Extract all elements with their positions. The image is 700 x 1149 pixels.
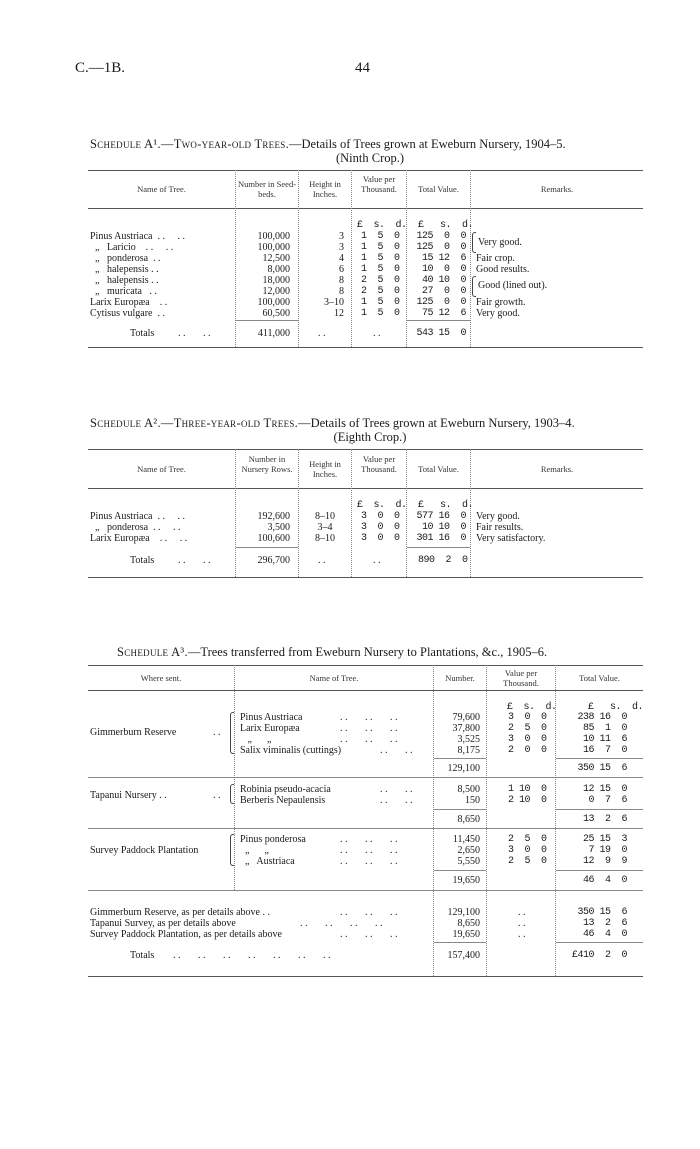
leader-dots: . . . . . . — [340, 723, 398, 734]
total-value: 125 0 0 — [416, 231, 466, 242]
number: 100,600 — [257, 533, 290, 544]
schedule-a1-caption: Schedule A¹.—Two-year-old Trees.—Details of Trees grown at Eweburn Nursery, 1904–5. — [90, 137, 566, 151]
total-lsd-units: £ s. d. — [588, 702, 644, 713]
value-per-thousand: 2 10 0 — [508, 795, 547, 806]
height: 3 — [339, 242, 344, 253]
total-value: 0 7 6 — [588, 795, 627, 806]
schedule-a3-caption: Schedule A³.—Trees transferred from Eweburn Nursery to Plantations, &c., 1905–6. — [117, 645, 548, 659]
remark: Good (lined out). — [478, 280, 548, 291]
tree-name: Larix Europæa — [240, 723, 300, 734]
tree-name: „ ponderosa . . . . — [90, 522, 181, 533]
number: 150 — [465, 795, 480, 806]
group-brace — [230, 834, 234, 866]
value-per-thousand: 1 5 0 — [361, 264, 400, 275]
value-per-thousand: 3 0 0 — [361, 511, 400, 522]
value-per-thousand: 3 0 0 — [508, 734, 547, 745]
tree-name: Pinus ponderosa — [240, 834, 306, 845]
leader-dots: . . — [318, 328, 326, 339]
number: 11,450 — [452, 834, 480, 845]
leader-dots: . . . . . . — [340, 856, 398, 867]
tree-name: Berberis Nepaulensis — [240, 795, 326, 806]
totals-number: 157,400 — [447, 950, 480, 961]
summary-label: Gimmerburn Reserve, as per details above . . — [90, 907, 270, 918]
total-value: 125 0 0 — [416, 242, 466, 253]
leader-dots: . . . . — [380, 795, 413, 806]
value-per-thousand: 2 5 0 — [508, 723, 547, 734]
total-value: 27 0 0 — [421, 286, 466, 297]
col-header-name: Name of Tree. — [137, 464, 186, 474]
total-lsd-units: £ s. d. — [418, 500, 474, 511]
leader-dots: . . . . . . — [340, 734, 398, 745]
leader-dots: . . . . . . — [340, 712, 398, 723]
leader-dots: . . — [318, 555, 326, 566]
totals-label: Totals — [130, 328, 155, 339]
total-value: 577 16 0 — [416, 511, 466, 522]
totals-number: 296,700 — [257, 555, 290, 566]
value-lsd-units: £ s. d. — [357, 500, 407, 511]
leader-dots: . . . . . . — [340, 845, 398, 856]
leader-dots: . . — [213, 790, 221, 801]
value-per-thousand: 2 5 0 — [508, 856, 547, 867]
col-header-where-sent: Where sent. — [140, 673, 182, 683]
subtotal-number: 8,650 — [457, 814, 480, 825]
total-value: 25 15 3 — [582, 834, 627, 845]
col-header-total: Total Value. — [418, 184, 459, 194]
leader-dots: . . . . . . — [340, 834, 398, 845]
leader-dots: . . . . . . — [340, 929, 398, 940]
total-value: 12 9 9 — [582, 856, 627, 867]
height: 3 — [339, 231, 344, 242]
destination: Gimmerburn Reserve — [90, 727, 177, 738]
col-header-number: Number in Nursery Rows. — [241, 454, 293, 474]
total-value: 7 19 0 — [588, 845, 627, 856]
total-value: 75 12 6 — [421, 308, 466, 319]
remark: Fair crop. — [476, 253, 515, 264]
remark: Good results. — [476, 264, 530, 275]
leader-dots: . . . . — [380, 745, 413, 756]
value-per-thousand: 2 5 0 — [361, 286, 400, 297]
height: 12 — [334, 308, 344, 319]
number: 18,000 — [262, 275, 290, 286]
total-value: 16 7 0 — [582, 745, 627, 756]
tree-name: Salix viminalis (cuttings) — [240, 745, 342, 756]
totals-number: 411,000 — [257, 328, 290, 339]
leader-dots: . . . . — [178, 555, 211, 566]
leader-dots: . . — [213, 727, 221, 738]
remark-brace — [472, 276, 476, 297]
tree-name: „ „ — [240, 734, 272, 745]
subtotal-number: 19,650 — [452, 875, 480, 886]
subtotal-value: 46 4 0 — [582, 875, 627, 886]
total-value: 46 4 0 — [582, 929, 627, 940]
group-brace — [230, 712, 234, 754]
value-per-thousand: 1 5 0 — [361, 308, 400, 319]
number: 79,600 — [452, 712, 480, 723]
page-number: 44 — [355, 60, 370, 76]
value-lsd-units: £ s. d. — [357, 220, 407, 231]
col-header-remarks: Remarks. — [540, 464, 574, 474]
value-per-thousand: 2 0 0 — [508, 745, 547, 756]
number: 100,000 — [257, 242, 290, 253]
tree-name: „ halepensis . . — [90, 275, 159, 286]
height: 3–4 — [317, 522, 333, 533]
col-header-height: Height in Inches. — [309, 459, 341, 479]
leader-dots: . . . . — [380, 784, 413, 795]
value-lsd-units: £ s. d. — [507, 702, 557, 713]
value-per-thousand: 3 0 0 — [361, 533, 400, 544]
totals-label: Totals — [130, 950, 155, 961]
total-value: 40 10 0 — [421, 275, 466, 286]
number: 60,500 — [262, 308, 290, 319]
col-header-number: Number. — [445, 673, 475, 683]
col-header-total: Total Value. — [579, 673, 620, 683]
total-value: 15 12 6 — [421, 253, 466, 264]
summary-label: Survey Paddock Plantation, as per details above — [90, 929, 282, 940]
number: 37,800 — [452, 723, 480, 734]
destination: Tapanui Nursery . . — [90, 790, 167, 801]
height: 8–10 — [315, 511, 335, 522]
subtotal-value: 350 15 6 — [577, 763, 627, 774]
col-header-name: Name of Tree. — [137, 184, 186, 194]
col-header-value: Value per Thousand. — [361, 174, 397, 194]
remark: Fair results. — [476, 522, 524, 533]
number: 129,100 — [447, 907, 480, 918]
total-value: 12 15 0 — [582, 784, 627, 795]
total-value: 238 16 0 — [577, 712, 627, 723]
leader-dots: . . . . . . . . . . . . . . — [173, 950, 331, 961]
tree-name: „ Laricio . . . . — [90, 242, 174, 253]
subtotal-number: 129,100 — [447, 763, 480, 774]
subtotal-value: 13 2 6 — [582, 814, 627, 825]
destination: Survey Paddock Plantation — [90, 845, 199, 856]
totals-label: Totals — [130, 555, 155, 566]
group-brace — [230, 784, 234, 804]
total-value: 10 10 0 — [421, 522, 466, 533]
height: 6 — [339, 264, 344, 275]
tree-name: Pinus Austriaca . . . . — [90, 231, 185, 242]
number: 3,525 — [457, 734, 480, 745]
value-per-thousand: 3 0 0 — [508, 845, 547, 856]
value-per-thousand: 2 5 0 — [361, 275, 400, 286]
col-header-value: Value per Thousand. — [361, 454, 397, 474]
height: 8 — [339, 275, 344, 286]
leader-dots: . . — [373, 555, 381, 566]
schedule-a2-crop: (Eighth Crop.) — [333, 430, 407, 444]
total-value: 125 0 0 — [416, 297, 466, 308]
total-value: 301 16 0 — [416, 533, 466, 544]
number: 8,650 — [457, 918, 480, 929]
number: 19,650 — [452, 929, 480, 940]
value-per-thousand: 2 5 0 — [508, 834, 547, 845]
schedule-a2-caption: Schedule A².—Three-year-old Trees.—Details of Trees grown at Eweburn Nursery, 1903–4. — [90, 416, 575, 430]
tree-name: Pinus Austriaca — [240, 712, 303, 723]
value-per-thousand: . . — [518, 929, 526, 940]
remark: Very good. — [476, 511, 520, 522]
col-header-height: Height in Inches. — [309, 179, 341, 199]
value-per-thousand: . . — [518, 918, 526, 929]
tree-name: Pinus Austriaca . . . . — [90, 511, 185, 522]
remark: Very good. — [476, 308, 520, 319]
number: 3,500 — [267, 522, 290, 533]
col-header-remarks: Remarks. — [540, 184, 574, 194]
tree-name: „ ponderosa . . — [90, 253, 161, 264]
leader-dots: . . — [373, 328, 381, 339]
value-per-thousand: 3 0 0 — [361, 522, 400, 533]
value-per-thousand: 1 10 0 — [508, 784, 547, 795]
number: 12,000 — [262, 286, 290, 297]
total-value: 13 2 6 — [582, 918, 627, 929]
height: 8–10 — [315, 533, 335, 544]
number: 8,000 — [267, 264, 290, 275]
number: 8,175 — [457, 745, 480, 756]
number: 8,500 — [457, 784, 480, 795]
total-value: 10 0 0 — [421, 264, 466, 275]
total-lsd-units: £ s. d. — [418, 220, 474, 231]
total-value: 85 1 0 — [582, 723, 627, 734]
leader-dots: . . . . . . — [340, 907, 398, 918]
tree-name: Larix Europæa . . — [90, 297, 168, 308]
number: 12,500 — [262, 253, 290, 264]
running-header: C.—1B. — [75, 60, 126, 76]
col-header-value: Value per Thousand. — [503, 668, 539, 688]
col-header-number: Number in Seed-beds. — [237, 179, 297, 199]
remark: Fair growth. — [476, 297, 526, 308]
schedule-a1-crop: (Ninth Crop.) — [335, 151, 405, 165]
tree-name: Cytisus vulgare . . — [90, 308, 165, 319]
remark: Very satisfactory. — [476, 533, 546, 544]
value-per-thousand: 1 5 0 — [361, 253, 400, 264]
remark-brace — [472, 232, 476, 253]
totals-value: 543 15 0 — [416, 328, 466, 339]
leader-dots: . . . . — [178, 328, 211, 339]
tree-name: Robinia pseudo-acacia — [240, 784, 331, 795]
tree-name: Larix Europæa . . . . — [90, 533, 188, 544]
value-per-thousand: . . — [518, 907, 526, 918]
number: 100,000 — [257, 231, 290, 242]
tree-name: „ muricata . . — [90, 286, 157, 297]
number: 2,650 — [457, 845, 480, 856]
value-per-thousand: 1 5 0 — [361, 242, 400, 253]
value-per-thousand: 1 5 0 — [361, 297, 400, 308]
col-header-name: Name of Tree. — [309, 673, 359, 683]
total-value: 350 15 6 — [577, 907, 627, 918]
summary-label: Tapanui Survey, as per details above — [90, 918, 236, 929]
col-header-total: Total Value. — [418, 464, 459, 474]
value-per-thousand: 1 5 0 — [361, 231, 400, 242]
remark: Very good. — [478, 237, 522, 248]
height: 3–10 — [324, 297, 344, 308]
tree-name: „ „ — [240, 845, 269, 856]
height: 4 — [339, 253, 344, 264]
totals-value: 890 2 0 — [418, 555, 468, 566]
value-per-thousand: 3 0 0 — [508, 712, 547, 723]
number: 192,600 — [257, 511, 290, 522]
leader-dots: . . . . . . . . — [300, 918, 383, 929]
height: 8 — [339, 286, 344, 297]
totals-value: £410 2 0 — [571, 950, 627, 961]
number: 5,550 — [457, 856, 480, 867]
number: 100,000 — [257, 297, 290, 308]
total-value: 10 11 6 — [582, 734, 627, 745]
tree-name: „ Austriaca — [240, 856, 295, 867]
tree-name: „ halepensis . . — [90, 264, 159, 275]
